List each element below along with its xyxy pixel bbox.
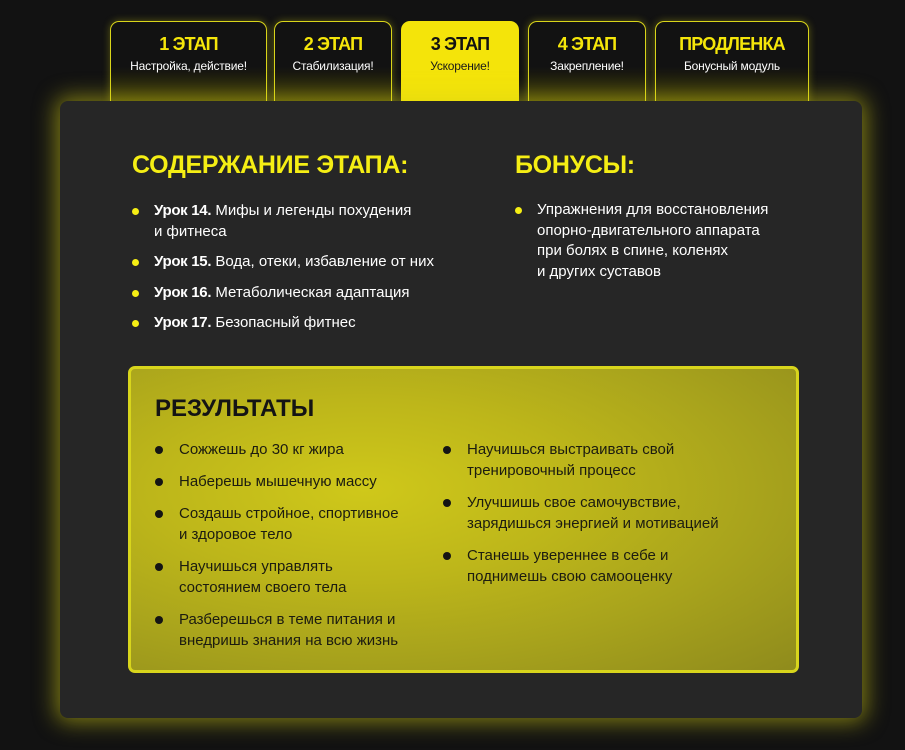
bonuses-list — [513, 200, 813, 282]
result-line: Улучшишь свое самочувствие, — [467, 494, 681, 511]
result-line: Станешь увереннее в себе и — [467, 547, 669, 564]
result-item — [155, 503, 445, 545]
lesson-item — [130, 252, 490, 273]
tab-title: ПРОДЛЕНКА — [679, 34, 785, 54]
bonus-line: опорно-двигательного аппарата — [537, 221, 760, 239]
lesson-text: Мифы и легенды похудения — [211, 202, 412, 219]
tab-extension[interactable] — [655, 21, 809, 103]
lesson-label: Урок 16. — [154, 283, 212, 301]
tab-stage-2[interactable] — [274, 21, 392, 103]
lesson-text: Метаболическая адаптация — [211, 283, 410, 301]
results-list-right — [443, 439, 763, 598]
lesson-text-cont: и фитнеса — [154, 222, 227, 240]
result-item — [155, 556, 445, 598]
result-line: Разберешься в теме питания и — [179, 611, 396, 628]
result-line: тренировочный процесс — [467, 462, 636, 479]
lesson-text: Вода, отеки, избавление от них — [211, 253, 434, 270]
tab-subtitle: Закрепление! — [550, 59, 624, 73]
result-line: зарядишься энергией и мотивацией — [467, 515, 719, 532]
bonus-line: при болях в спине, коленях — [537, 242, 729, 259]
lesson-item — [130, 283, 490, 304]
result-item — [155, 609, 445, 651]
results-heading: РЕЗУЛЬТАТЫ — [155, 395, 315, 422]
lessons-list — [130, 201, 490, 344]
result-line: состоянием своего тела — [179, 579, 347, 596]
lesson-label: Урок 17. — [154, 314, 212, 331]
results-box — [128, 366, 799, 673]
tab-subtitle: Ускорение! — [430, 59, 490, 73]
bonus-item — [513, 200, 813, 282]
result-line: и здоровое тело — [179, 526, 293, 543]
tab-subtitle: Бонусный модуль — [684, 59, 780, 73]
tab-title: 4 ЭТАП — [557, 34, 617, 54]
result-line: внедришь знания на всю жизнь — [179, 632, 399, 649]
result-line: Научишься управлять — [179, 558, 333, 575]
lesson-label: Урок 14. — [154, 202, 212, 219]
result-item — [443, 492, 763, 534]
bonus-line: и других суставов — [537, 262, 661, 280]
lesson-label: Урок 15. — [154, 253, 212, 270]
stage-content-panel — [60, 101, 862, 718]
tab-stage-3[interactable] — [401, 21, 519, 103]
result-line: Наберешь мышечную массу — [179, 473, 377, 490]
results-list-left — [155, 439, 445, 662]
content-heading: СОДЕРЖАНИЕ ЭТАПА: — [132, 151, 409, 179]
tab-stage-1[interactable] — [110, 21, 267, 103]
lesson-text: Безопасный фитнес — [211, 314, 356, 331]
result-line: поднимешь свою самооценку — [467, 568, 673, 585]
bonus-line: Упражнения для восстановления — [537, 201, 769, 218]
result-item — [155, 439, 445, 460]
tab-subtitle: Настройка, действие! — [130, 59, 247, 73]
result-line: Создашь стройное, спортивное — [179, 505, 399, 522]
result-line: Сожжешь до 30 кг жира — [179, 441, 344, 458]
tab-title: 3 ЭТАП — [430, 34, 490, 54]
result-item — [443, 545, 763, 587]
lesson-item — [130, 201, 490, 242]
lesson-item — [130, 313, 490, 334]
result-line: Научишься выстраивать свой — [467, 441, 675, 458]
result-item — [443, 439, 763, 481]
tab-title: 2 ЭТАП — [303, 34, 363, 54]
result-item — [155, 471, 445, 492]
bonuses-heading: БОНУСЫ: — [515, 151, 635, 179]
tab-title: 1 ЭТАП — [159, 34, 218, 54]
tab-stage-4[interactable] — [528, 21, 646, 103]
tab-subtitle: Стабилизация! — [292, 59, 374, 73]
